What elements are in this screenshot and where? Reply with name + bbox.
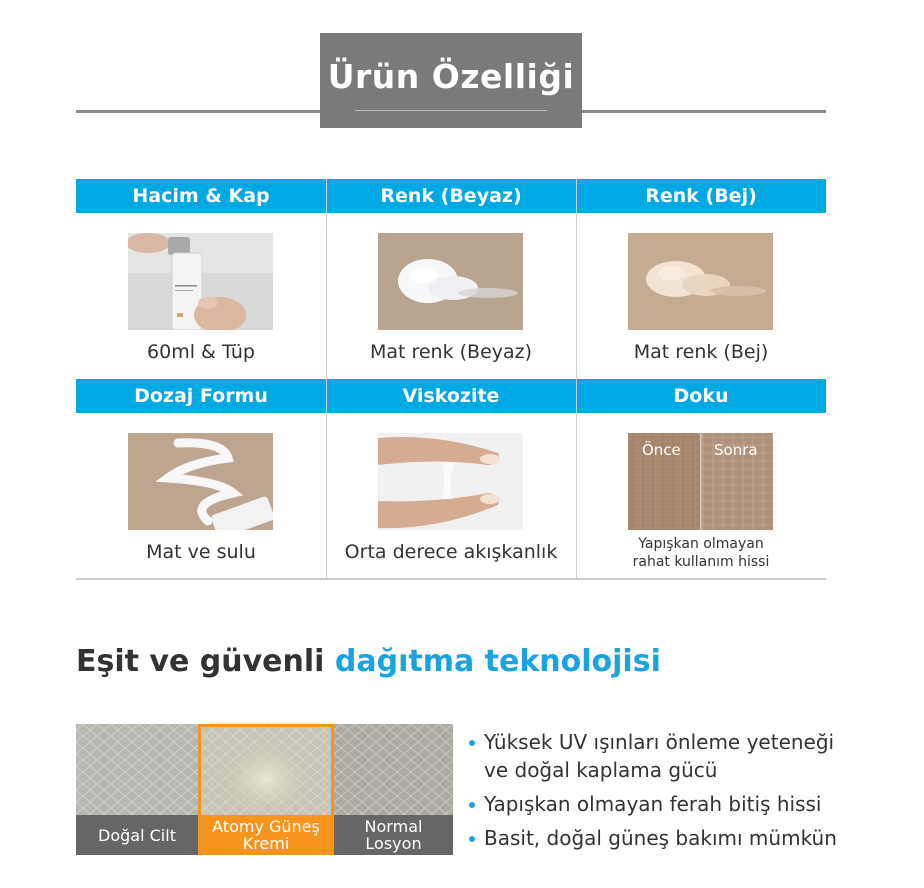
comparison-panel-atomy [198, 724, 334, 855]
feature-cell-color-white [326, 179, 576, 379]
technology-title-highlight: dağıtma teknolojisi [334, 644, 661, 679]
feature-header: Renk (Beyaz) [326, 179, 576, 213]
section-title: Ürün Özelliği [327, 57, 575, 96]
before-label: Önce [642, 441, 681, 459]
feature-caption: Mat renk (Bej) [633, 341, 769, 363]
feature-cell-volume [76, 179, 326, 379]
feature-cell-texture [576, 379, 826, 579]
feature-cell-dosage-form [76, 379, 326, 579]
bullet-dot-icon [469, 802, 475, 808]
technology-title [76, 644, 661, 679]
comparison-label-atomy: Atomy Güneş Kremi [198, 815, 334, 855]
feature-caption: 60ml & Tüp [147, 341, 255, 363]
feature-header: Hacim & Kap [76, 179, 326, 213]
bullet-text: Yapışkan olmayan ferah bitiş hissi [484, 792, 822, 816]
feature-header: Dozaj Formu [76, 379, 326, 413]
after-label: Sonra [714, 441, 758, 459]
fingers-stretch-photo [378, 433, 523, 530]
feature-caption: Orta derece akışkanlık [344, 541, 558, 563]
feature-caption: Mat renk (Beyaz) [369, 341, 533, 363]
feature-grid [76, 179, 826, 579]
white-cream-swatch-photo [378, 233, 523, 330]
feature-cell-viscosity [326, 379, 576, 579]
section-title-box [320, 33, 582, 128]
comparison-panel-natural [76, 724, 198, 855]
comparison-label-natural: Doğal Cilt [76, 815, 198, 855]
cream-squiggle-photo [128, 433, 273, 530]
bullet-item [468, 728, 848, 784]
comparison-panel-lotion [334, 724, 453, 855]
title-underline [355, 110, 547, 111]
feature-caption: Mat ve sulu [146, 541, 256, 563]
grid-divider [576, 179, 577, 579]
technology-bullets [468, 728, 848, 858]
tube-in-hand-photo [128, 233, 273, 330]
feature-header: Doku [576, 379, 826, 413]
before-after-skin-photo [628, 433, 773, 530]
bullet-dot-icon [469, 836, 475, 842]
bullet-item [468, 790, 848, 818]
bullet-text: Yüksek UV ışınları önleme yeteneği ve doğal kaplama gücü [484, 730, 835, 782]
comparison-label-lotion: Normal Losyon [334, 815, 453, 855]
beige-cream-swatch-photo [628, 233, 773, 330]
feature-header: Viskozite [326, 379, 576, 413]
technology-title-plain: Eşit ve güvenli [76, 644, 335, 679]
feature-cell-color-beige [576, 179, 826, 379]
grid-bottom-rule [76, 578, 826, 580]
feature-caption: Yapışkan olmayan rahat kullanım hissi [632, 536, 770, 570]
bullet-text: Basit, doğal güneş bakımı mümkün [484, 826, 837, 850]
bullet-dot-icon [469, 740, 475, 746]
grid-divider [326, 179, 327, 579]
feature-header: Renk (Bej) [576, 179, 826, 213]
bullet-item [468, 824, 848, 852]
skin-comparison-image [76, 724, 453, 855]
